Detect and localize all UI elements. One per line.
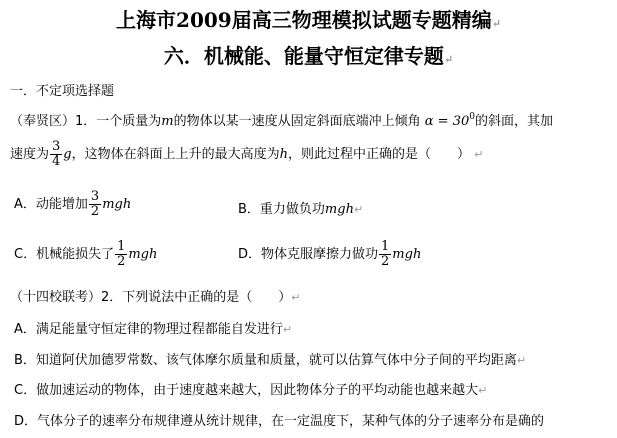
- q1-stem-line2: [10, 140, 483, 169]
- q1-option-c: [14, 240, 157, 269]
- document-subtitle: [0, 40, 617, 69]
- q1-angle: α = 30: [424, 114, 470, 129]
- q1-stem-line1: [10, 110, 553, 129]
- q1-var-h: h: [279, 147, 289, 162]
- q1-line2-start: 速度为: [10, 147, 50, 162]
- document-title: [0, 4, 617, 33]
- q2-stem-text: （十四校联考）2．下列说法中正确的是（ ）: [10, 290, 292, 305]
- title-text: 上海市2009届高三物理模拟试题专题精编: [116, 8, 492, 32]
- q1-prefix: （奉贤区）1．一个质量为: [10, 114, 162, 129]
- paragraph-mark-icon: ↵: [443, 53, 454, 66]
- q1-fraction: [50, 140, 62, 169]
- q1-frac-den: 4: [52, 154, 61, 169]
- paragraph-mark-icon: ↵: [478, 384, 488, 397]
- q1-degree: 0: [469, 112, 475, 122]
- paragraph-mark-icon: ↵: [491, 17, 501, 30]
- q1-suffix: 的斜面，其加: [474, 114, 553, 129]
- q2-option-a: [14, 318, 292, 337]
- q2-option-b: [14, 349, 526, 368]
- q2-option-b-text: B．知道阿伏加德罗常数、该气体摩尔质量和质量，就可以估算气体中分子间的平均距离: [14, 353, 517, 368]
- option-c-fraction: [115, 240, 127, 269]
- q1-frac-num: 3: [52, 139, 61, 154]
- option-a-label: A．动能增加: [14, 197, 88, 212]
- q2-stem: [10, 286, 301, 305]
- option-c-var: mgh: [128, 247, 158, 262]
- q2-option-d-text: D．气体分子的速率分布规律遵从统计规律，在一定温度下，某种气体的分子速率分布是确的: [14, 414, 545, 429]
- option-d-fraction: [379, 240, 391, 269]
- option-b-label: B．重力做负功: [238, 202, 325, 217]
- q2-option-a-text: A．满足能量守恒定律的物理过程都能自发进行: [14, 322, 283, 337]
- subtitle-text: 六．机械能、能量守恒定律专题: [163, 44, 444, 68]
- paragraph-mark-icon: ↵: [291, 291, 301, 304]
- option-a-fraction: [89, 190, 101, 219]
- q1-option-a: [14, 190, 131, 219]
- section-heading: 一．不定项选择题: [10, 84, 115, 99]
- paragraph-mark-icon: ↵: [353, 203, 364, 216]
- q1-var-m: m: [161, 114, 174, 129]
- option-d-label: D．物体克服摩擦力做功: [238, 247, 379, 262]
- option-c-label: C．机械能损失了: [14, 247, 115, 262]
- paragraph-mark-icon: ↵: [474, 148, 484, 161]
- option-a-var: mgh: [102, 197, 132, 212]
- paragraph-mark-icon: ↵: [282, 323, 293, 336]
- q1-line2-mid: ，这物体在斜面上上升的最大高度为: [71, 147, 280, 162]
- q1-line2-end: ，则此过程中正确的是（ ）: [288, 147, 471, 162]
- q1-option-b: [238, 198, 363, 217]
- q1-var-g: g: [63, 147, 72, 162]
- q2-option-c: [14, 379, 487, 398]
- q1-mid: 的物体以某一速度从固定斜面底端冲上倾角: [173, 114, 421, 129]
- option-c-den: 2: [117, 254, 126, 269]
- option-d-var: mgh: [392, 247, 422, 262]
- option-c-num: 1: [117, 239, 126, 254]
- option-a-den: 2: [90, 204, 100, 219]
- q1-option-d: [238, 240, 421, 269]
- q2-option-d: [14, 410, 544, 429]
- option-d-den: 2: [381, 254, 390, 269]
- option-a-num: 3: [90, 189, 100, 204]
- paragraph-mark-icon: ↵: [516, 354, 527, 367]
- option-d-num: 1: [381, 239, 390, 254]
- q2-option-c-text: C．做加速运动的物体，由于速度越来越大，因此物体分子的平均动能也越来越大: [14, 383, 479, 398]
- option-b-var: mgh: [324, 202, 354, 217]
